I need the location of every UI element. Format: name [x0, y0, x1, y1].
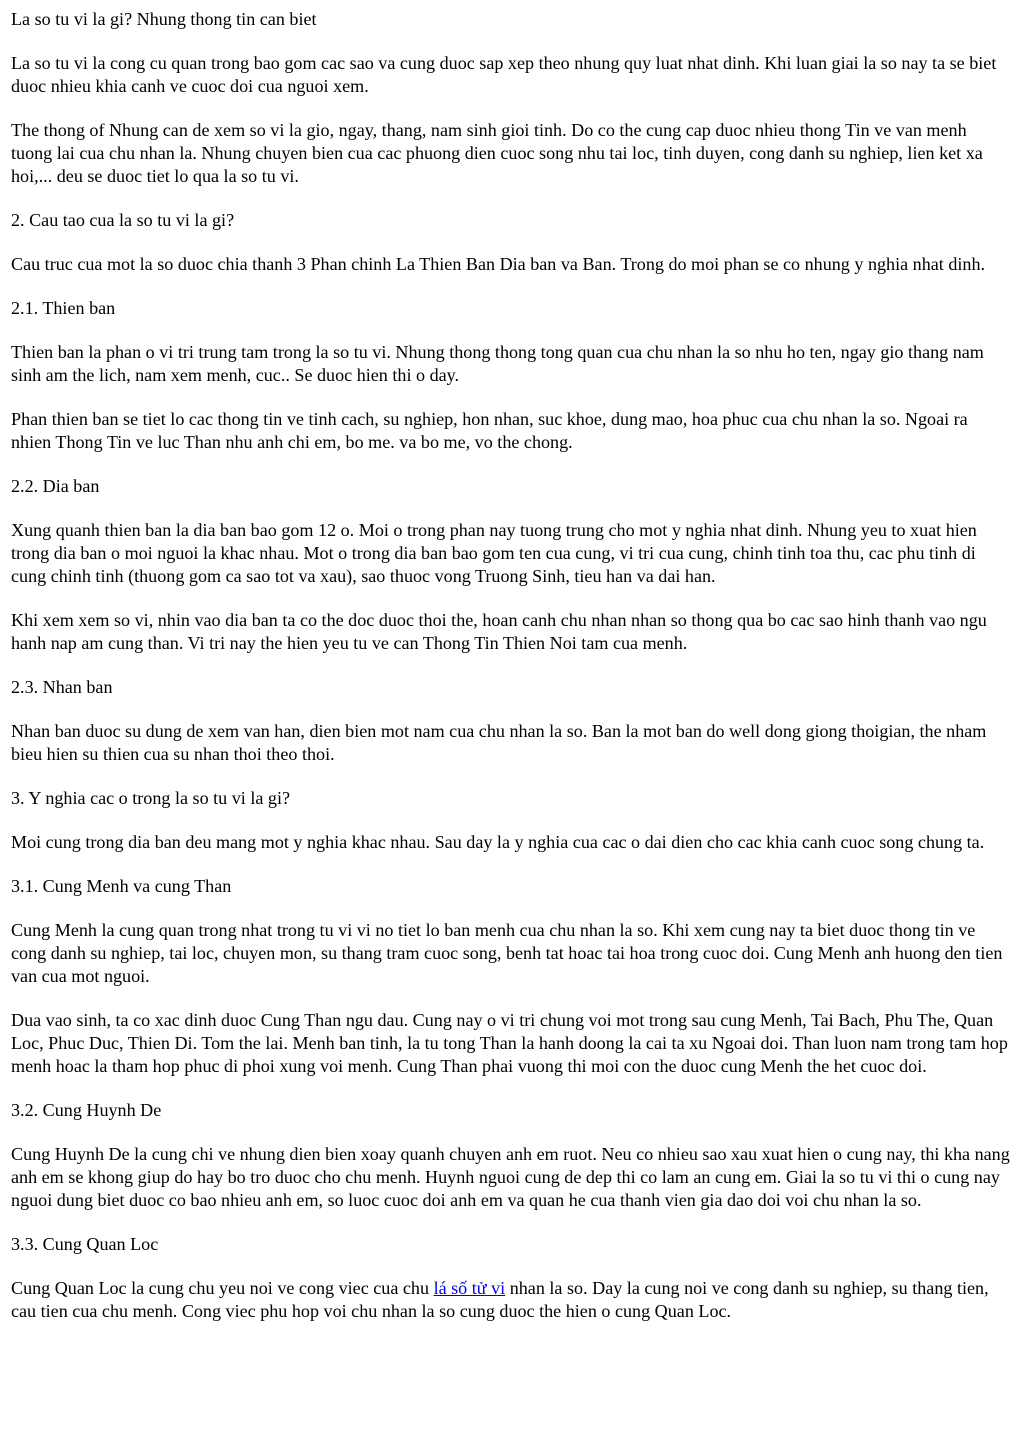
body-paragraph: Cau truc cua mot la so duoc chia thanh 3 Phan chinh La Thien Ban Dia ban va Ban. Trong do moi phan se co nhung y nghia nhat dinh. — [11, 254, 986, 274]
section-heading: 2.3. Nhan ban — [11, 677, 113, 697]
body-paragraph: Xung quanh thien ban la dia ban bao gom 12 o. Moi o trong phan nay tuong trung cho mot y nghia nhat dinh. Nhung yeu to xuat hien trong dia ban o moi nguoi la khac nhau. Mot o trong dia ban bao gom ten cua cung, vi tri cua cung, chinh tinh toa thu, cac phu tinh di cung chinh tinh (thuong gom ca sao tot va xau), sao thuoc vong Truong Sinh, tieu han va dai han. — [11, 520, 977, 586]
intro-paragraph: The thong of Nhung can de xem so vi la gio, ngay, thang, nam sinh gioi tinh. Do co the cung cap duoc nhieu thong Tin ve van menh tuong lai cua chu nhan la. Nhung chuyen bien cua cac phuong dien cuoc song nhu tai loc, tinh duyen, cong danh su nghiep, lien ket xa hoi,... deu se duoc tiet lo qua la so tu vi. — [11, 120, 983, 186]
section-heading: 2.2. Dia ban — [11, 476, 100, 496]
body-paragraph: Phan thien ban se tiet lo cac thong tin ve tinh cach, su nghiep, hon nhan, suc khoe, dung mao, hoa phuc cua chu nhan la so. Ngoai ra nhien Thong Tin ve luc Than nhu anh chi em, bo me. va bo me, vo the chong. — [11, 409, 968, 452]
section-heading: 3.2. Cung Huynh De — [11, 1100, 162, 1120]
body-paragraph: Thien ban la phan o vi tri trung tam trong la so tu vi. Nhung thong thong tong quan cua chu nhan la so nhu ho ten, ngay gio thang nam sinh am the lich, nam xem menh, cuc.. Se duoc hien thi o day. — [11, 342, 984, 385]
body-paragraph: Cung Huynh De la cung chi ve nhung dien bien xoay quanh chuyen anh em ruot. Neu co nhieu sao xau xuat hien o cung nay, thi kha nang anh em se khong giup do hay bo tro duoc cho chu menh. Huynh nguoi cung de dep thi co lam an cung em. Giai la so tu vi thi o cung nay nguoi dung biet duoc co bao nhieu anh em, so luoc cuoc doi anh em va quan he cua thanh vien gia dao doi voi chu nhan la so. — [11, 1144, 1010, 1210]
page-title: La so tu vi la gi? Nhung thong tin can biet — [11, 9, 317, 29]
text-run: nhan la so. Day la cung noi ve cong danh su nghiep, su thang tien, cau tien cua chu menh. Cong viec phu hop voi chu nhan la so cung duoc the hien o cung Quan Loc. — [11, 1278, 989, 1321]
section-heading: 3. Y nghia cac o trong la so tu vi la gi? — [11, 788, 291, 808]
body-paragraph: Moi cung trong dia ban deu mang mot y nghia khac nhau. Sau day la y nghia cua cac o dai dien cho cac khia canh cuoc song chung ta. — [11, 832, 985, 852]
body-paragraph: Cung Menh la cung quan trong nhat trong tu vi vi no tiet lo ban menh cua chu nhan la so. Khi xem cung nay ta biet duoc thong tin ve cong danh su nghiep, tai loc, chuyen mon, su thang tram cuoc song, benh tat hoac tai hoa trong cuoc doi. Cung Menh anh huong den tien van cua mot nguoi. — [11, 920, 1003, 986]
text-run: Cung Quan Loc la cung chu yeu noi ve cong viec cua chu — [11, 1278, 434, 1298]
section-heading: 3.3. Cung Quan Loc — [11, 1234, 159, 1254]
intro-paragraph: La so tu vi la cong cu quan trong bao gom cac sao va cung duoc sap xep theo nhung quy luat nhat dinh. Khi luan giai la so nay ta se biet duoc nhieu khia canh ve cuoc doi cua nguoi xem. — [11, 53, 997, 96]
section-heading: 2.1. Thien ban — [11, 298, 116, 318]
section-heading: 2. Cau tao cua la so tu vi la gi? — [11, 210, 235, 230]
body-paragraph: Khi xem xem so vi, nhin vao dia ban ta co the doc duoc thoi the, hoan canh chu nhan nhan so thong qua bo cac sao hinh thanh vao ngu hanh nap am cung than. Vi tri nay the hien yeu tu ve can Thong Tin Thien Noi tam cua menh. — [11, 610, 987, 653]
section-heading: 3.1. Cung Menh va cung Than — [11, 876, 232, 896]
body-paragraph — [11, 1277, 1012, 1323]
body-paragraph: Nhan ban duoc su dung de xem van han, dien bien mot nam cua chu nhan la so. Ban la mot ban do well dong giong thoigian, the nham bieu hien su thien cua su nhan thoi theo thoi. — [11, 721, 987, 764]
la-so-tu-vi-link[interactable]: lá số tử vi — [433, 1278, 506, 1298]
body-paragraph: Dua vao sinh, ta co xac dinh duoc Cung Than ngu dau. Cung nay o vi tri chung voi mot trong sau cung Menh, Tai Bach, Phu The, Quan Loc, Phuc Duc, Thien Di. Tom the lai. Menh ban tinh, la tu tong Than la hanh doong la cai ta xu Ngoai doi. Than luon nam trong tam hop menh hoac la tham hop phuc di phoi xung voi menh. Cung Than phai vuong thi moi con the duoc cung Menh the het cuoc doi. — [11, 1010, 1008, 1076]
